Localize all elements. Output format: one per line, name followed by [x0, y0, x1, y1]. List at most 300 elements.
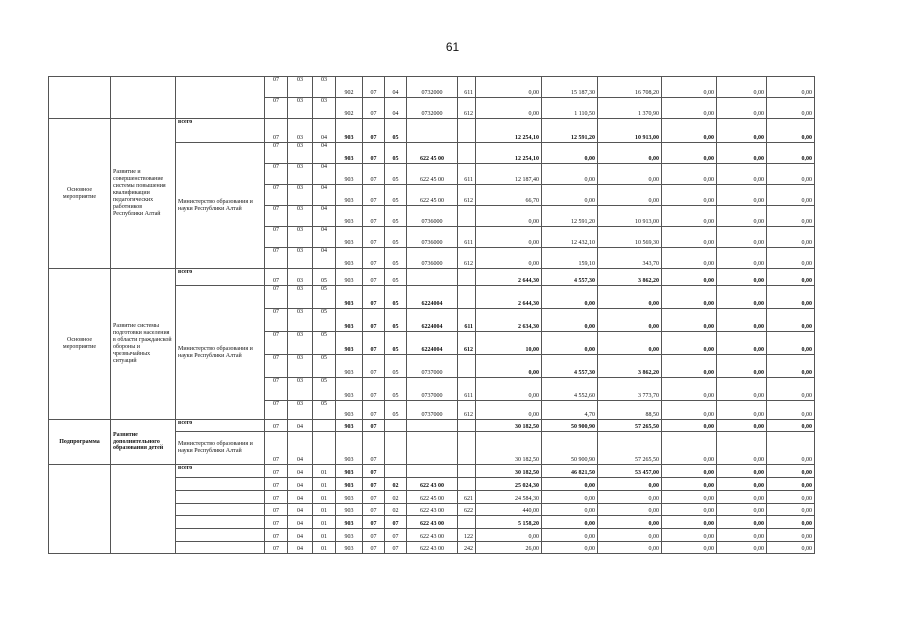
cell-v2	[542, 309, 598, 332]
g1-value: 07	[273, 309, 279, 315]
cell-v5	[717, 491, 767, 504]
rz-value: 07	[370, 198, 377, 205]
cell-csr	[407, 529, 458, 542]
cell-v6	[767, 401, 815, 420]
cell-rz	[363, 206, 385, 227]
executor-cell	[176, 286, 265, 420]
v1-value: 12 254,10	[515, 135, 539, 142]
cell-g3	[313, 77, 336, 98]
g3-value: 01	[321, 496, 327, 503]
v5-value: 0,00	[753, 219, 764, 226]
v1-value: 2 644,30	[518, 301, 539, 308]
type-cell	[49, 77, 111, 119]
rz-value: 07	[370, 301, 377, 308]
v1-value: 2 634,30	[518, 324, 539, 331]
g2-value: 04	[297, 496, 303, 503]
cell-rz	[363, 478, 385, 491]
cell-v1	[476, 420, 542, 432]
v2-value: 4 552,60	[574, 393, 595, 400]
g2-value: 04	[297, 424, 303, 431]
cell-v5	[717, 164, 767, 185]
pr-value: 05	[392, 412, 399, 419]
ministry-text: Министерство образования и науки Республики Алтай	[178, 198, 253, 212]
cell-v3	[598, 491, 662, 504]
cell-vr	[458, 119, 476, 143]
cell-v3	[598, 185, 662, 206]
cell-vr	[458, 432, 476, 465]
cell-csr	[407, 206, 458, 227]
cell-v6	[767, 516, 815, 529]
rz-value: 07	[370, 546, 377, 553]
cell-v5	[717, 227, 767, 248]
m-value: 903	[344, 457, 354, 464]
v3-value: 88,50	[645, 412, 659, 419]
executor-cell	[176, 432, 265, 465]
cell-v2	[542, 491, 598, 504]
cell-pr	[385, 420, 407, 432]
cell-g3	[313, 401, 336, 420]
cell-csr	[407, 355, 458, 378]
cell-m	[336, 542, 363, 554]
g2-value: 03	[297, 143, 303, 149]
cell-pr	[385, 164, 407, 185]
cell-pr	[385, 119, 407, 143]
rz-value: 07	[370, 412, 377, 419]
v6-value: 0,00	[801, 534, 812, 541]
pr-value: 05	[392, 177, 399, 184]
cell-g1	[265, 227, 288, 248]
vr-value: 612	[464, 261, 473, 268]
csr-value: 0737000	[421, 370, 443, 377]
ministry-text: Министерство образования и науки Республики Алтай	[178, 441, 253, 454]
cell-rz	[363, 185, 385, 206]
table-row	[49, 77, 815, 98]
v2-value: 4 557,30	[574, 370, 595, 377]
v3-value: 0,00	[648, 496, 659, 503]
cell-vr	[458, 269, 476, 286]
cell-vr	[458, 227, 476, 248]
v3-value: 0,00	[648, 177, 659, 184]
g3-value: 04	[321, 227, 327, 233]
pr-value: 05	[392, 278, 399, 285]
g1-value: 07	[273, 164, 279, 170]
v5-value: 0,00	[753, 457, 764, 464]
cell-v3	[598, 248, 662, 269]
g2-value: 03	[297, 401, 303, 407]
v5-value: 0,00	[753, 546, 764, 553]
cell-v4	[662, 420, 717, 432]
description-cell	[111, 420, 176, 465]
page-number: 61	[445, 40, 460, 54]
cell-v2	[542, 248, 598, 269]
cell-csr	[407, 164, 458, 185]
cell-rz	[363, 432, 385, 465]
cell-g2	[288, 529, 313, 542]
g1-value: 07	[273, 424, 279, 431]
v6-value: 0,00	[801, 198, 812, 205]
cell-v4	[662, 478, 717, 491]
g1-value: 07	[273, 77, 279, 83]
v1-value: 12 187,40	[515, 177, 539, 184]
g3-value: 01	[321, 521, 327, 528]
pr-value: 05	[392, 240, 399, 247]
cell-v5	[717, 248, 767, 269]
g3-value: 03	[321, 98, 327, 104]
ministry-text: Министерство образования и науки Республики Алтай	[178, 345, 253, 359]
cell-g1	[265, 119, 288, 143]
v6-value: 0,00	[801, 111, 812, 118]
v2-value: 4 557,30	[574, 278, 595, 285]
cell-v1	[476, 77, 542, 98]
cell-v5	[717, 401, 767, 420]
cell-m	[336, 164, 363, 185]
g1-value: 07	[273, 457, 279, 464]
total-label: всего	[178, 119, 193, 125]
g2-value: 03	[297, 378, 303, 384]
g3-value: 04	[321, 164, 327, 170]
g2-value: 03	[297, 248, 303, 254]
v3-value: 16 708,20	[635, 90, 659, 97]
v5-value: 0,00	[753, 111, 764, 118]
v5-value: 0,00	[753, 496, 764, 503]
cell-m	[336, 516, 363, 529]
g2-value: 03	[297, 185, 303, 191]
rz-value: 07	[370, 240, 377, 247]
cell-pr	[385, 286, 407, 309]
cell-g2	[288, 143, 313, 164]
g1-value: 07	[273, 143, 279, 149]
vr-value: 122	[464, 534, 473, 541]
cell-g1	[265, 432, 288, 465]
v5-value: 0,00	[753, 521, 764, 528]
cell-v2	[542, 529, 598, 542]
cell-g1	[265, 248, 288, 269]
cell-v2	[542, 378, 598, 401]
v2-value: 0,00	[584, 546, 595, 553]
v3-value: 0,00	[648, 324, 659, 331]
cell-m	[336, 227, 363, 248]
cell-v4	[662, 269, 717, 286]
csr-value: 622 45 00	[420, 156, 444, 163]
v1-value: 30 182,50	[515, 470, 539, 477]
v3-value: 0,00	[648, 521, 659, 528]
cell-v5	[717, 98, 767, 119]
rz-value: 07	[370, 324, 377, 331]
cell-v3	[598, 164, 662, 185]
v6-value: 0,00	[801, 546, 812, 553]
total-label: всего	[178, 465, 193, 471]
cell-csr	[407, 248, 458, 269]
v4-value: 0,00	[703, 324, 714, 331]
cell-m	[336, 504, 363, 516]
g3-value: 04	[321, 135, 327, 142]
cell-v3	[598, 420, 662, 432]
m-value: 903	[344, 412, 354, 419]
pr-value: 07	[392, 546, 399, 553]
cell-g2	[288, 516, 313, 529]
m-value: 903	[344, 219, 354, 226]
cell-v3	[598, 286, 662, 309]
v1-value: 26,00	[525, 546, 539, 553]
cell-v4	[662, 465, 717, 478]
cell-v5	[717, 432, 767, 465]
vr-value: 612	[464, 198, 473, 205]
cell-v5	[717, 119, 767, 143]
v3-value: 1 370,90	[638, 111, 659, 118]
pr-value: 04	[392, 90, 399, 97]
cell-v1	[476, 269, 542, 286]
description-cell	[111, 269, 176, 420]
cell-pr	[385, 355, 407, 378]
cell-v2	[542, 227, 598, 248]
v4-value: 0,00	[703, 219, 714, 226]
pr-value: 05	[392, 219, 399, 226]
rz-value: 07	[370, 90, 377, 97]
cell-v2	[542, 355, 598, 378]
cell-v6	[767, 98, 815, 119]
cell-m	[336, 378, 363, 401]
cell-g1	[265, 77, 288, 98]
cell-vr	[458, 286, 476, 309]
v1-value: 66,70	[525, 198, 539, 205]
cell-v3	[598, 504, 662, 516]
g2-value: 03	[297, 135, 303, 142]
g1-value: 07	[273, 546, 279, 553]
v5-value: 0,00	[753, 156, 764, 163]
v2-value: 15 187,30	[571, 90, 595, 97]
total-label-cell	[176, 465, 265, 478]
cell-v5	[717, 504, 767, 516]
v4-value: 0,00	[703, 90, 714, 97]
m-value: 902	[344, 90, 354, 97]
v5-value: 0,00	[753, 278, 764, 285]
cell-v4	[662, 98, 717, 119]
g3-value: 05	[321, 378, 327, 384]
cell-v4	[662, 119, 717, 143]
cell-g2	[288, 465, 313, 478]
table-row	[49, 119, 815, 143]
cell-rz	[363, 378, 385, 401]
cell-v1	[476, 401, 542, 420]
g3-value: 01	[321, 546, 327, 553]
v5-value: 0,00	[753, 534, 764, 541]
cell-m	[336, 286, 363, 309]
m-value: 903	[344, 370, 354, 377]
cell-v1	[476, 143, 542, 164]
m-value: 903	[344, 135, 354, 142]
total-label: всего	[178, 269, 193, 275]
cell-v5	[717, 478, 767, 491]
cell-v6	[767, 206, 815, 227]
description-cell	[111, 77, 176, 119]
v2-value: 0,00	[584, 324, 595, 331]
g3-value: 01	[321, 470, 327, 477]
cell-m	[336, 98, 363, 119]
cell-csr	[407, 478, 458, 491]
v5-value: 0,00	[753, 470, 764, 477]
m-value: 902	[344, 111, 354, 118]
cell-g1	[265, 185, 288, 206]
vr-value: 611	[464, 240, 473, 247]
v6-value: 0,00	[801, 219, 812, 226]
g1-value: 07	[273, 534, 279, 541]
v4-value: 0,00	[703, 424, 714, 431]
cell-g3	[313, 286, 336, 309]
cell-v4	[662, 332, 717, 355]
v1-value: 2 644,30	[518, 278, 539, 285]
cell-rz	[363, 355, 385, 378]
cell-v3	[598, 77, 662, 98]
m-value: 903	[344, 546, 354, 553]
v4-value: 0,00	[703, 135, 714, 142]
cell-v4	[662, 504, 717, 516]
cell-v4	[662, 355, 717, 378]
cell-g3	[313, 491, 336, 504]
cell-csr	[407, 432, 458, 465]
cell-csr	[407, 98, 458, 119]
csr-value: 0736000	[421, 240, 443, 247]
cell-v4	[662, 378, 717, 401]
cell-csr	[407, 542, 458, 554]
type-cell	[49, 465, 111, 554]
cell-g3	[313, 206, 336, 227]
v1-value: 0,00	[528, 90, 539, 97]
cell-vr	[458, 420, 476, 432]
cell-v2	[542, 420, 598, 432]
cell-v6	[767, 185, 815, 206]
v6-value: 0,00	[801, 508, 812, 515]
pr-value: 07	[392, 534, 399, 541]
cell-v6	[767, 143, 815, 164]
cell-v2	[542, 504, 598, 516]
cell-vr	[458, 185, 476, 206]
v3-value: 343,70	[642, 261, 659, 268]
cell-g3	[313, 309, 336, 332]
cell-g1	[265, 465, 288, 478]
v1-value: 12 254,10	[515, 156, 539, 163]
cell-v6	[767, 465, 815, 478]
v4-value: 0,00	[703, 496, 714, 503]
v5-value: 0,00	[753, 483, 764, 490]
cell-g1	[265, 206, 288, 227]
cell-vr	[458, 478, 476, 491]
cell-g2	[288, 432, 313, 465]
v2-value: 0,00	[584, 534, 595, 541]
csr-value: 622 43 00	[420, 521, 444, 528]
v1-value: 30 182,50	[515, 457, 539, 464]
v3-value: 10 913,00	[635, 135, 659, 142]
cell-g1	[265, 143, 288, 164]
cell-csr	[407, 504, 458, 516]
cell-rz	[363, 143, 385, 164]
v5-value: 0,00	[753, 508, 764, 515]
v1-value: 0,00	[528, 111, 539, 118]
v5-value: 0,00	[753, 240, 764, 247]
rz-value: 07	[370, 156, 377, 163]
cell-g3	[313, 143, 336, 164]
cell-rz	[363, 77, 385, 98]
vr-value: 621	[464, 496, 473, 503]
v6-value: 0,00	[801, 370, 812, 377]
g3-value: 04	[321, 143, 327, 149]
v4-value: 0,00	[703, 393, 714, 400]
g3-value: 04	[321, 185, 327, 191]
cell-csr	[407, 516, 458, 529]
v5-value: 0,00	[753, 324, 764, 331]
cell-v6	[767, 542, 815, 554]
cell-m	[336, 355, 363, 378]
v2-value: 1 110,50	[574, 111, 595, 118]
cell-g1	[265, 269, 288, 286]
cell-v3	[598, 478, 662, 491]
cell-pr	[385, 227, 407, 248]
cell-m	[336, 420, 363, 432]
v3-value: 0,00	[648, 508, 659, 515]
v2-value: 0,00	[584, 347, 595, 354]
cell-g3	[313, 269, 336, 286]
v4-value: 0,00	[703, 156, 714, 163]
v4-value: 0,00	[703, 370, 714, 377]
cell-g3	[313, 529, 336, 542]
v6-value: 0,00	[801, 240, 812, 247]
cell-v2	[542, 77, 598, 98]
cell-v1	[476, 206, 542, 227]
cell-v5	[717, 516, 767, 529]
row-type-label: Основное мероприятие	[62, 186, 97, 200]
cell-vr	[458, 465, 476, 478]
v4-value: 0,00	[703, 261, 714, 268]
cell-pr	[385, 269, 407, 286]
pr-value: 07	[392, 521, 399, 528]
pr-value: 05	[392, 324, 399, 331]
cell-g2	[288, 491, 313, 504]
cell-v4	[662, 77, 717, 98]
csr-value: 622 45 00	[420, 496, 444, 503]
cell-rz	[363, 529, 385, 542]
g2-value: 04	[297, 521, 303, 528]
v1-value: 440,00	[522, 508, 539, 515]
v5-value: 0,00	[753, 198, 764, 205]
v4-value: 0,00	[703, 198, 714, 205]
cell-v3	[598, 355, 662, 378]
cell-v1	[476, 227, 542, 248]
v1-value: 30 182,50	[515, 424, 539, 431]
cell-m	[336, 119, 363, 143]
v2-value: 0,00	[584, 483, 595, 490]
v2-value: 0,00	[584, 198, 595, 205]
cell-v2	[542, 98, 598, 119]
v2-value: 46 821,50	[571, 470, 595, 477]
cell-m	[336, 309, 363, 332]
cell-g3	[313, 478, 336, 491]
g1-value: 07	[273, 355, 279, 361]
cell-pr	[385, 516, 407, 529]
cell-pr	[385, 378, 407, 401]
cell-g2	[288, 420, 313, 432]
cell-rz	[363, 332, 385, 355]
v2-value: 0,00	[584, 521, 595, 528]
cell-g1	[265, 491, 288, 504]
v3-value: 0,00	[648, 546, 659, 553]
cell-g1	[265, 309, 288, 332]
g2-value: 03	[297, 278, 303, 285]
cell-v4	[662, 248, 717, 269]
csr-value: 6224004	[421, 347, 443, 354]
cell-g3	[313, 542, 336, 554]
v2-value: 159,10	[578, 261, 595, 268]
cell-v3	[598, 529, 662, 542]
g3-value: 01	[321, 483, 327, 490]
